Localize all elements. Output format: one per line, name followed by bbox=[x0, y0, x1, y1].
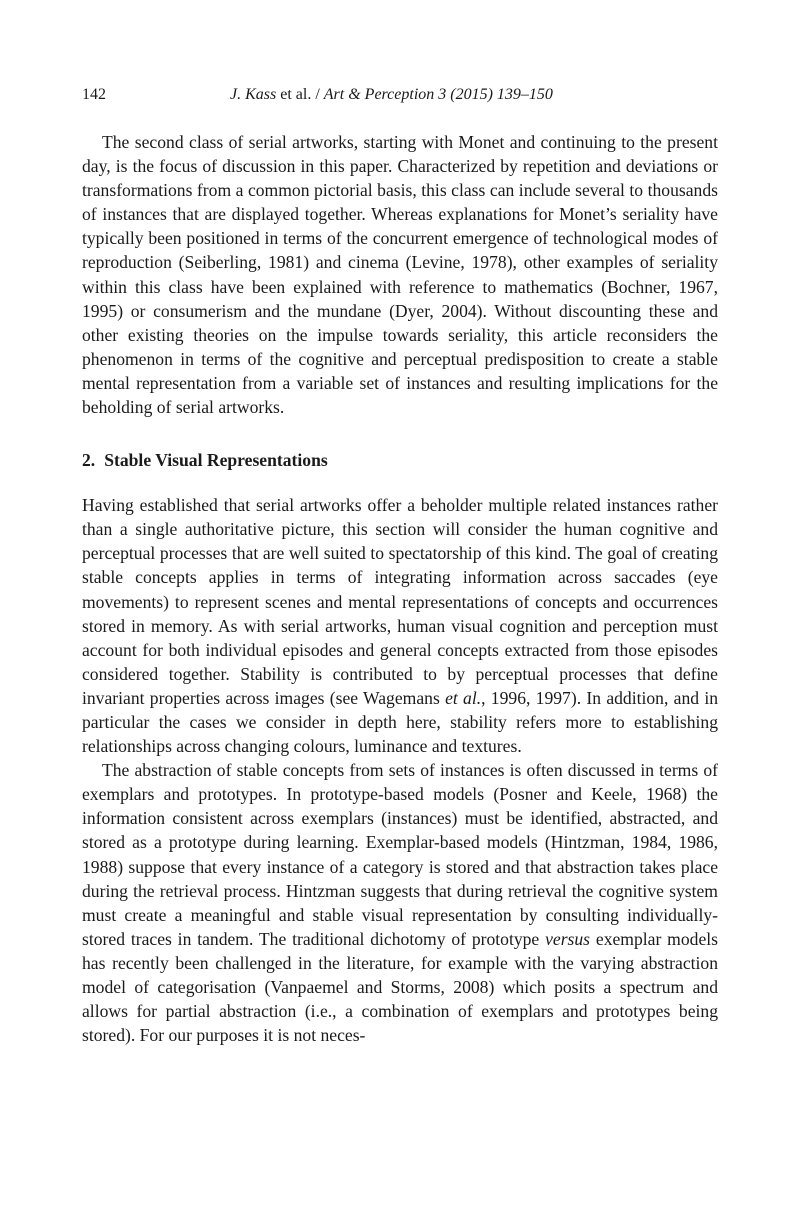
running-citation bbox=[230, 84, 553, 106]
paragraph-stable-concepts bbox=[82, 493, 718, 758]
page-number: 142 bbox=[82, 86, 106, 103]
section-number: 2. bbox=[82, 450, 96, 471]
paragraph-text: , 1996, 1997). In addition, and in particular the cases we consider in depth here, stability refers more to establishing relationships across changing colours, luminance and textures. bbox=[82, 687, 719, 757]
document-page bbox=[82, 84, 718, 1047]
running-head bbox=[82, 84, 718, 106]
italic-text: et al. bbox=[445, 687, 482, 708]
body-text bbox=[82, 130, 718, 1047]
paragraph-text: exemplar models has recently been challenged in the literature, for example with the varying abstraction model of categorisation (Vanpaemel and Storms, 2008) which posits a spectrum and allows for partial abstraction (i.e., a combination of exemplars and prototypes being stored). For our purposes it is not neces- bbox=[82, 928, 718, 1046]
section-title: Stable Visual Representations bbox=[104, 450, 328, 471]
section-heading bbox=[82, 448, 718, 472]
paragraph-text: Having established that serial artworks offer a beholder multiple related instances rather than a single authoritative picture, this section will consider the human cognitive and perceptual processes that are well suited to spectatorship of this kind. The goal of creating stable concepts applies in terms of integrating information across saccades (eye movements) to represent scenes and mental representations of concepts and occurrences stored in memory. As with serial artworks, human visual cognition and perception must account for both individual episodes and general concepts extracted from those episodes considered together. Stability is contributed to by perceptual processes that define invariant properties across images (see Wagemans bbox=[82, 495, 718, 708]
running-author: J. Kass bbox=[230, 86, 277, 103]
italic-text: versus bbox=[545, 928, 591, 949]
paragraph-text: The abstraction of stable concepts from sets of instances is often discussed in terms of exemplars and prototypes. In prototype-based models (Posner and Keele, 1968) the information consistent across exemplars (instances) must be identified, abstracted, and stored as a prototype during learning. Exemplar-based models (Hintzman, 1984, 1986, 1988) suppose that every instance of a category is stored and that abstraction takes place during the retrieval process. Hintzman suggests that during retrieval the cognitive system must create a meaningful and stable visual representation by consulting individually-stored traces in tandem. The traditional dichotomy of prototype bbox=[82, 760, 718, 949]
paragraph-exemplars-prototypes bbox=[82, 758, 718, 1047]
running-journal: Art & Perception 3 (2015) 139–150 bbox=[323, 86, 553, 103]
running-author-suffix: et al. / bbox=[276, 86, 324, 103]
paragraph-serial-artworks: The second class of serial artworks, starting with Monet and continuing to the present day, is the focus of discussion in this paper. Characterized by repetition and deviations or transformations from a common pictorial basis, this class can include several to thousands of instances that are displayed together. Whereas explanations for Monet’s seriality have typically been positioned in terms of the concurrent emergence of technological modes of reproduction (Seiberling, 1981) and cinema (Levine, 1978), other examples of seriality within this class have been explained with reference to mathematics (Bochner, 1967, 1995) or consumerism and the mundane (Dyer, 2004). Without discounting these and other existing theories on the impulse towards seriality, this article reconsiders the phenomenon in terms of the cognitive and perceptual predisposition to create a stable mental representation from a variable set of instances and resulting implications for the beholding of serial artworks. bbox=[82, 132, 718, 418]
